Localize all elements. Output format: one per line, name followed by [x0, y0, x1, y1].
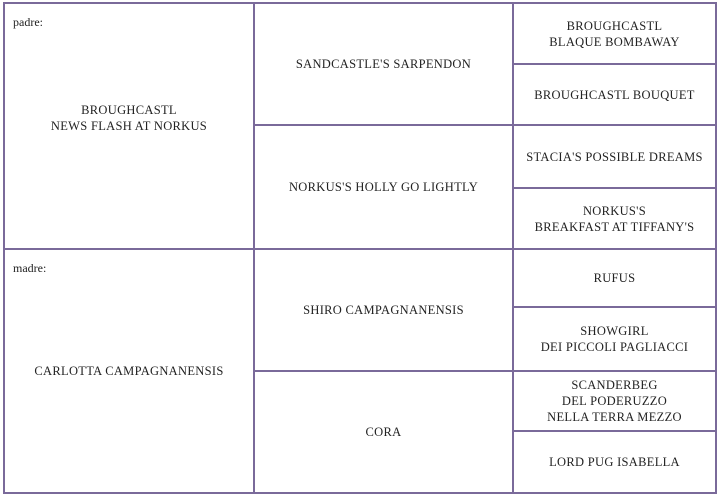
- sire-cell: [3, 2, 255, 250]
- dam-cell: [3, 248, 255, 494]
- dam-sire-sire-cell: [512, 248, 717, 308]
- sire-role-label: padre:: [13, 15, 43, 29]
- dam-sire-sire-name: RUFUS: [593, 271, 636, 285]
- sire-sire-dam-cell: [512, 63, 717, 126]
- dam-dam-dam-cell: [512, 430, 717, 494]
- dam-dam-dam-name: LORD PUG ISABELLA: [549, 455, 680, 469]
- sire-name: BROUGHCASTL NEWS FLASH AT NORKUS: [50, 103, 208, 133]
- sire-sire-sire-cell: [512, 2, 717, 65]
- sire-dam-sire-cell: [512, 124, 717, 189]
- sire-sire-sire-name: BROUGHCASTL BLAQUE BOMBAWAY: [549, 18, 680, 49]
- sire-sire-name: SANDCASTLE'S SARPENDON: [295, 57, 472, 71]
- dam-dam-cell: [253, 370, 514, 494]
- dam-sire-name: SHIRO CAMPAGNANENSIS: [303, 303, 464, 317]
- dam-name: CARLOTTA CAMPAGNANENSIS: [34, 364, 224, 378]
- sire-dam-dam-name: NORKUS'S BREAKFAST AT TIFFANY'S: [534, 203, 695, 234]
- dam-sire-cell: [253, 248, 514, 372]
- dam-sire-dam-name: SHOWGIRL DEI PICCOLI PAGLIACCI: [540, 324, 689, 354]
- dam-dam-name: CORA: [365, 425, 402, 439]
- dam-sire-dam-cell: [512, 306, 717, 372]
- dam-role-label: madre:: [13, 261, 47, 275]
- dam-dam-sire-name: SCANDERBEG DEL PODERUZZO NELLA TERRA MEZZO: [547, 378, 682, 424]
- sire-dam-dam-cell: [512, 187, 717, 250]
- dam-dam-sire-cell: [512, 370, 717, 432]
- sire-sire-cell: [253, 2, 514, 126]
- sire-dam-sire-name: STACIA'S POSSIBLE DREAMS: [526, 149, 703, 164]
- sire-sire-dam-name: BROUGHCASTL BOUQUET: [534, 87, 695, 102]
- sire-dam-cell: [253, 124, 514, 250]
- sire-dam-name: NORKUS'S HOLLY GO LIGHTLY: [288, 180, 479, 194]
